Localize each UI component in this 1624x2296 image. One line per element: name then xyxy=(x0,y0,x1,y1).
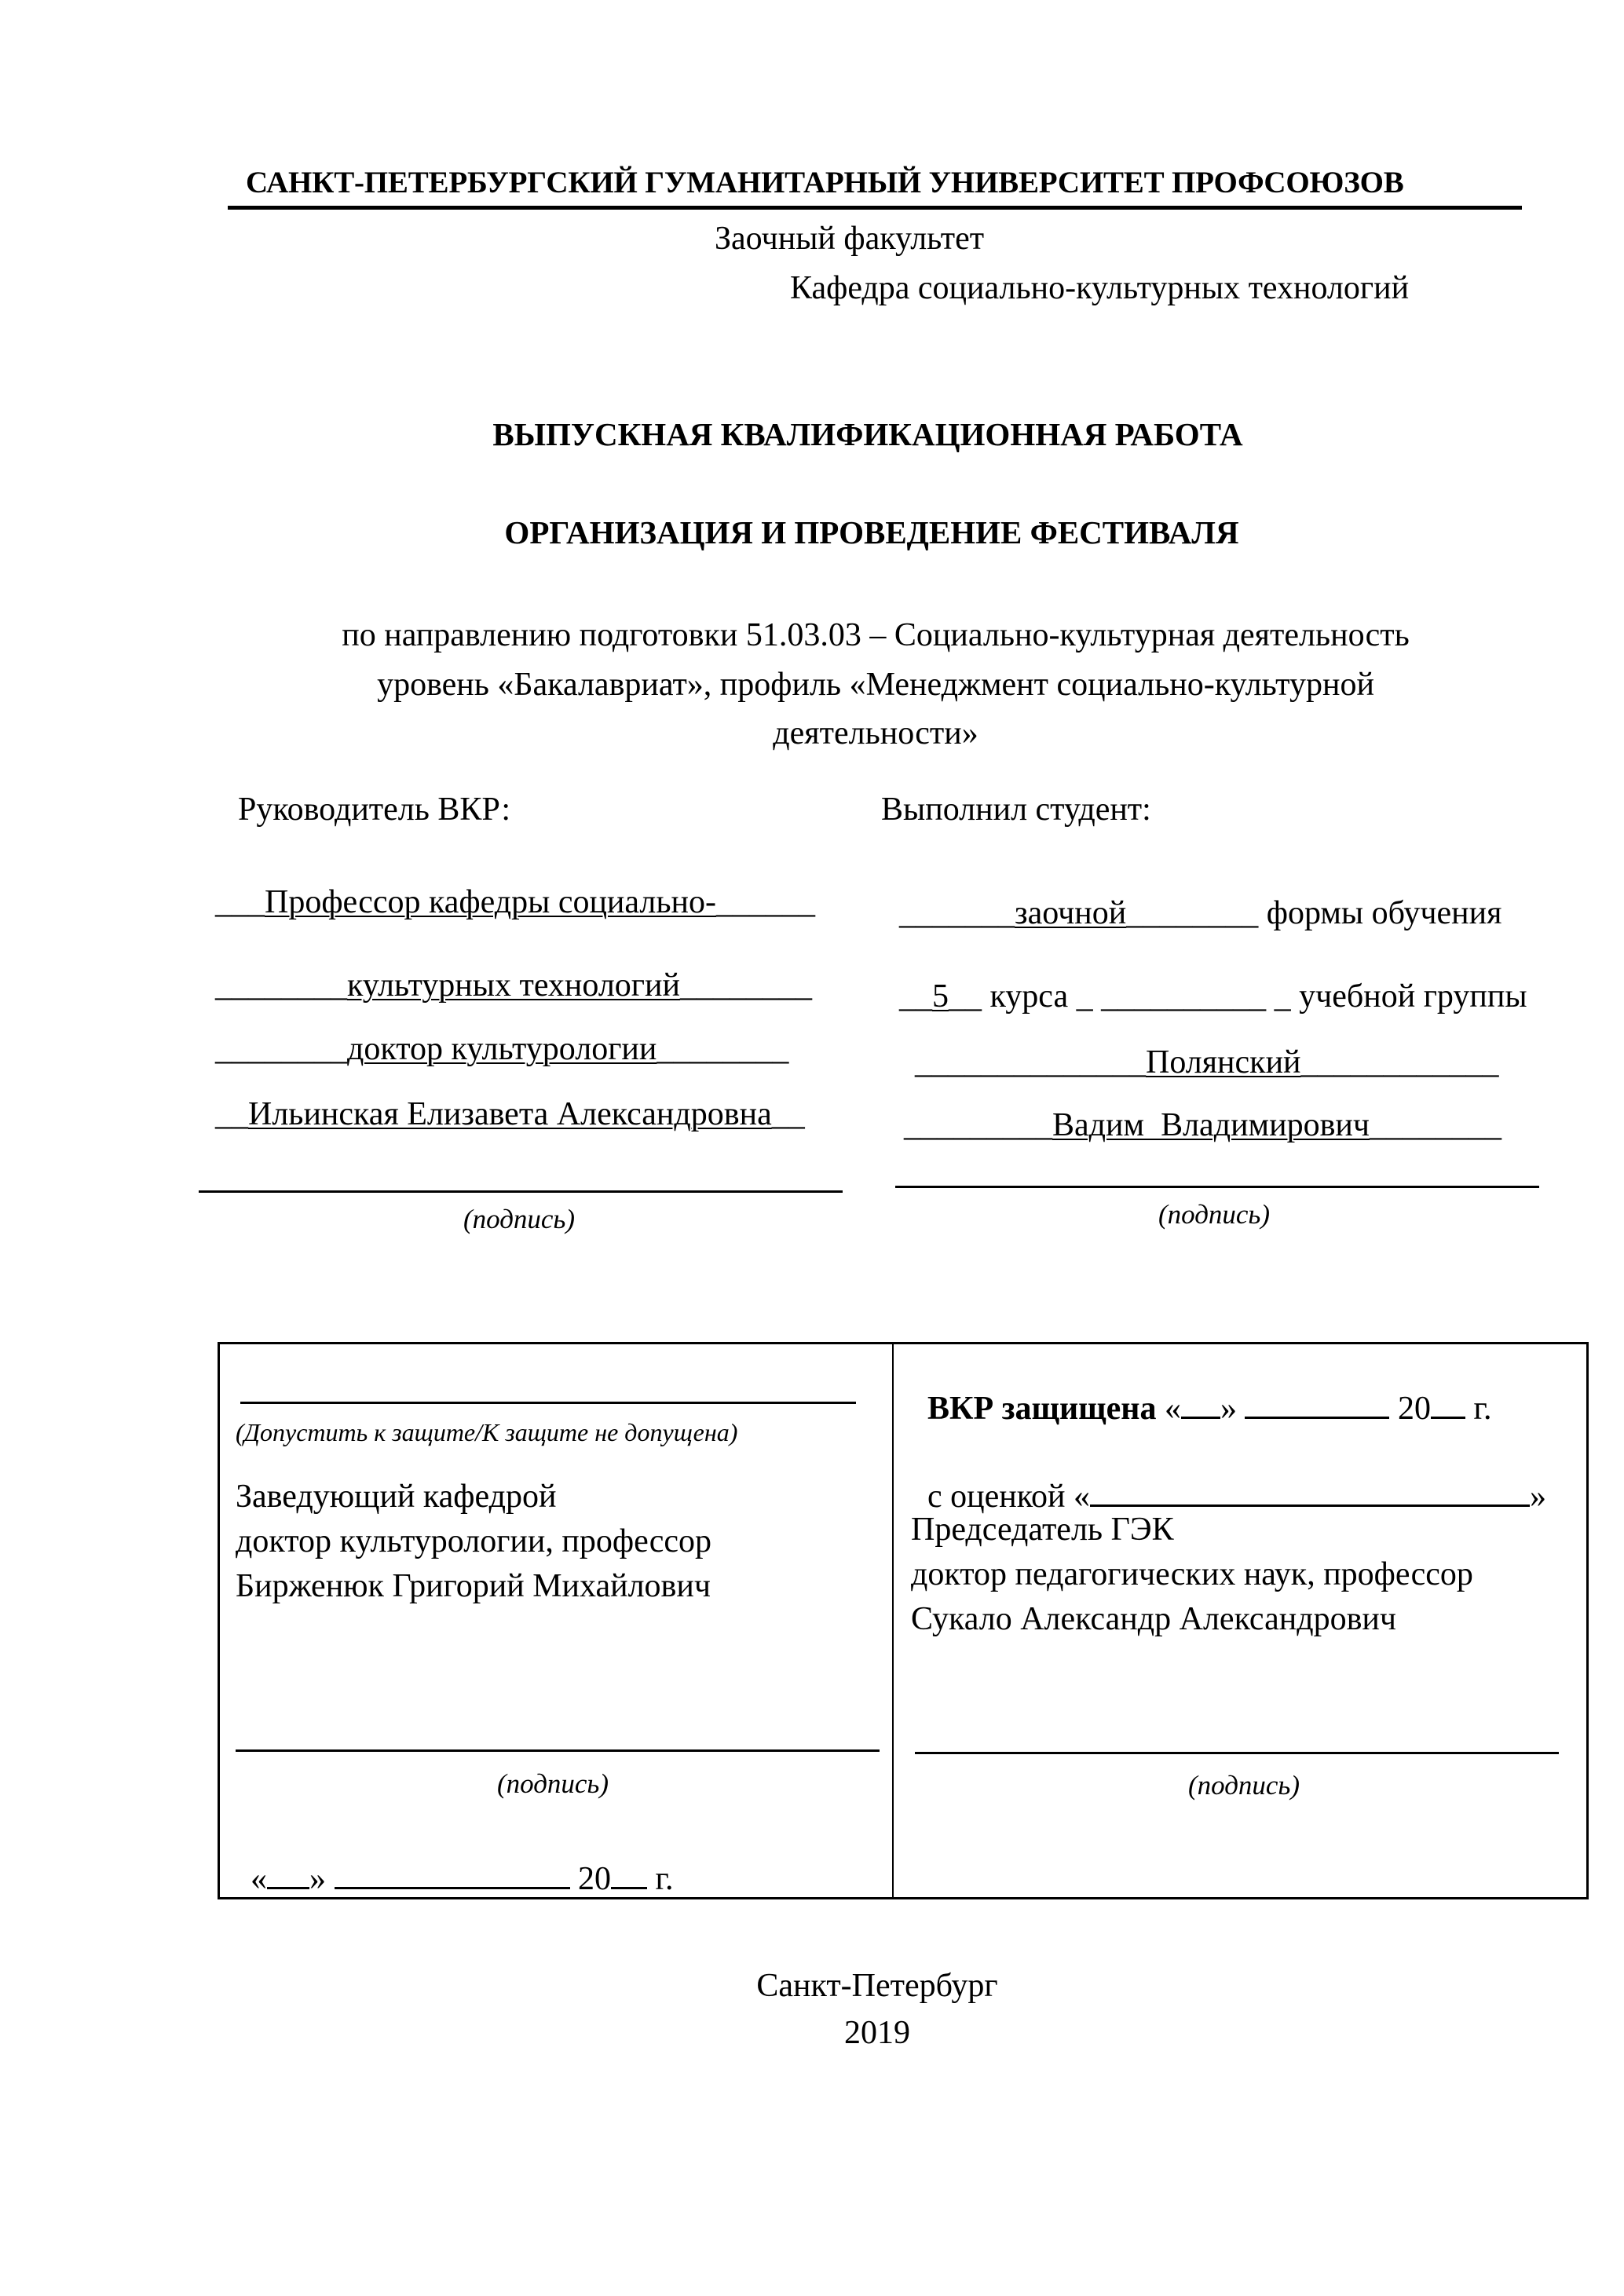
day-blank[interactable] xyxy=(1181,1391,1220,1419)
blank: ______________ xyxy=(915,1044,1146,1080)
date-close-quote: » xyxy=(309,1861,326,1897)
direction-line-2: уровень «Бакалавриат», профиль «Менеджмент социально-культурной xyxy=(377,667,1374,703)
head-of-department-name: Бирженюк Григорий Михайлович xyxy=(236,1568,711,1604)
grade-close-quote: » xyxy=(1530,1479,1546,1515)
supervisor-position-row2 xyxy=(199,936,812,1002)
head-signature-line[interactable] xyxy=(236,1749,880,1752)
year-blank[interactable] xyxy=(1431,1391,1465,1419)
student-surname-row xyxy=(898,1013,1499,1079)
blank: ________ xyxy=(215,967,347,1004)
student-signature-line[interactable] xyxy=(895,1186,1539,1188)
table-divider xyxy=(892,1342,894,1899)
study-form-value: заочной xyxy=(1015,895,1127,931)
gek-chair-degree: доктор педагогических наук, профессор xyxy=(911,1556,1473,1592)
admission-caption: (Допустить к защите/К защите не допущена) xyxy=(236,1418,738,1446)
grade-label: с оценкой « xyxy=(927,1479,1090,1515)
course-label: __ курса xyxy=(949,978,1069,1015)
date-open-quote: « xyxy=(1164,1391,1181,1427)
group-label: учебной группы xyxy=(1299,978,1527,1015)
study-form-row xyxy=(883,864,1501,930)
supervisor-degree-value: доктор культурологии xyxy=(347,1031,657,1067)
date-close-quote: » xyxy=(1220,1391,1237,1427)
blank: ________ xyxy=(215,1031,347,1067)
head-signature-caption: (подпись) xyxy=(497,1768,609,1799)
student-signature-caption: (подпись) xyxy=(1158,1199,1271,1230)
blank: _______ xyxy=(899,895,1015,931)
blank: __ xyxy=(771,1096,805,1132)
work-type-title: ВЫПУСКНАЯ КВАЛИФИКАЦИОННАЯ РАБОТА xyxy=(492,416,1243,452)
year: 2019 xyxy=(844,2015,910,2051)
supervisor-position-row1 xyxy=(199,853,815,919)
supervisor-department-value: культурных технологий xyxy=(347,967,680,1004)
grade-row xyxy=(911,1445,1546,1513)
blank: __ xyxy=(215,1096,248,1132)
blank: __ xyxy=(899,978,932,1015)
blank: ________ xyxy=(1370,1107,1502,1143)
year-prefix: 20 xyxy=(1397,1391,1431,1427)
student-heading: Выполнил студент: xyxy=(881,792,1151,828)
supervisor-position-value: Профессор кафедры социально- xyxy=(265,884,716,920)
course-group-row xyxy=(883,947,1527,1013)
year-blank[interactable] xyxy=(611,1862,647,1889)
university-name: САНКТ-ПЕТЕРБУРГСКИЙ ГУМАНИТАРНЫЙ УНИВЕРСИТЕТ ПРОФСОЮЗОВ xyxy=(246,166,1404,199)
gek-chair-role: Председатель ГЭК xyxy=(911,1512,1174,1548)
head-of-department-role: Заведующий кафедрой xyxy=(236,1479,557,1515)
thesis-topic: ОРГАНИЗАЦИЯ И ПРОВЕДЕНИЕ ФЕСТИВАЛЯ xyxy=(504,514,1239,550)
gek-signature-line[interactable] xyxy=(915,1752,1559,1754)
date-open-quote: « xyxy=(251,1861,267,1897)
grade-blank[interactable] xyxy=(1090,1478,1530,1507)
month-blank[interactable] xyxy=(1245,1391,1389,1419)
month-blank[interactable] xyxy=(335,1862,570,1889)
student-name-row xyxy=(887,1076,1501,1142)
defended-row xyxy=(911,1358,1491,1425)
direction-line-1: по направлению подготовки 51.03.03 – Социально-культурная деятельность xyxy=(342,617,1410,653)
department-name: Кафедра социально-культурных технологий xyxy=(790,270,1410,306)
direction-line-3: деятельности» xyxy=(773,715,978,751)
admission-date xyxy=(234,1829,674,1896)
supervisor-heading: Руководитель ВКР: xyxy=(238,792,511,828)
student-surname-value: Полянский xyxy=(1146,1044,1301,1080)
faculty-name: Заочный факультет xyxy=(715,221,985,257)
blank: ________ xyxy=(679,967,812,1004)
admission-decision-line[interactable] xyxy=(240,1402,856,1404)
city: Санкт-Петербург xyxy=(756,1968,998,2004)
blank: ___ xyxy=(215,884,265,920)
supervisor-signature-caption: (подпись) xyxy=(463,1204,576,1234)
supervisor-degree-row xyxy=(199,1000,788,1066)
head-of-department-degree: доктор культурологии, профессор xyxy=(236,1523,712,1559)
blank: ______ xyxy=(1126,895,1226,931)
defended-label: ВКР защищена xyxy=(927,1391,1157,1427)
year-suffix: г. xyxy=(1473,1391,1492,1427)
year-prefix: 20 xyxy=(578,1861,611,1897)
student-name-value: Вадим Владимирович xyxy=(1052,1107,1370,1143)
blank: ______ xyxy=(716,884,815,920)
supervisor-name-value: Ильинская Елизавета Александровна xyxy=(248,1096,772,1132)
header-rule xyxy=(228,206,1522,210)
gek-chair-name: Сукало Александр Александрович xyxy=(911,1601,1397,1637)
supervisor-name-row xyxy=(199,1065,805,1131)
blank: _________ xyxy=(904,1107,1052,1143)
study-form-label: __ формы обучения xyxy=(1225,895,1502,931)
course-value: 5 xyxy=(932,978,949,1015)
group-blank[interactable]: _ __________ _ xyxy=(1076,978,1291,1015)
supervisor-signature-line[interactable] xyxy=(199,1190,843,1193)
year-suffix: г. xyxy=(655,1861,674,1897)
day-blank[interactable] xyxy=(267,1862,309,1889)
blank: ________ xyxy=(657,1031,789,1067)
blank: ____________ xyxy=(1300,1044,1499,1080)
gek-signature-caption: (подпись) xyxy=(1188,1770,1300,1801)
